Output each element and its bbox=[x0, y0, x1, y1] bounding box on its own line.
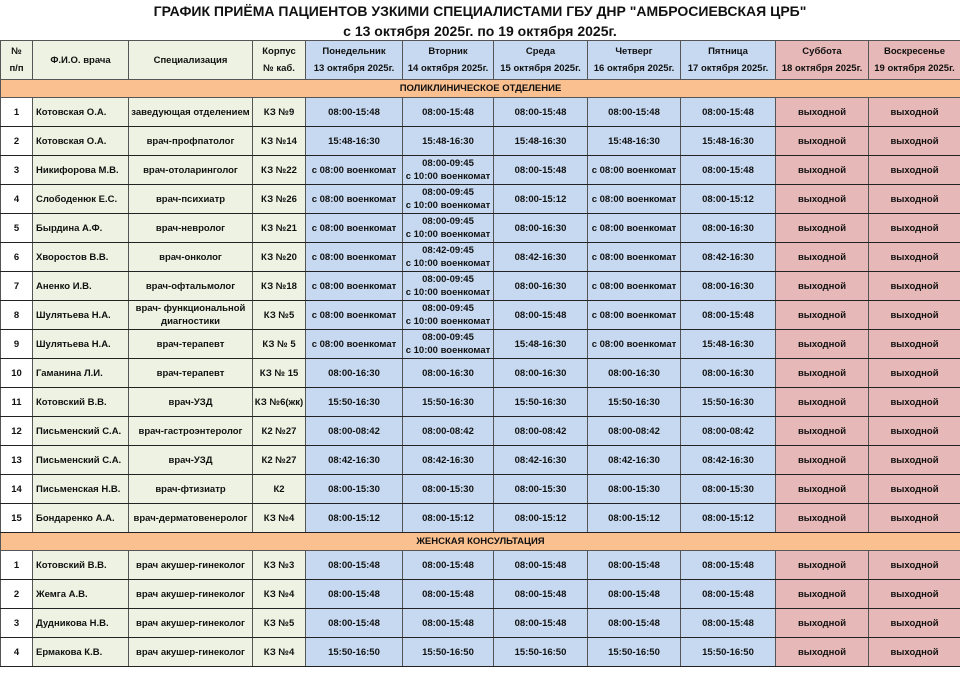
cell-wednesday: 08:00-15:30 bbox=[494, 475, 588, 504]
cell-specialization: врач-психиатр bbox=[129, 185, 253, 214]
cell-saturday: выходной bbox=[776, 214, 869, 243]
schedule-body bbox=[1, 80, 960, 667]
cell-thursday: с 08:00 военкомат bbox=[588, 330, 681, 359]
cell-number: 7 bbox=[1, 272, 33, 301]
header-room: Корпус № каб. bbox=[253, 41, 306, 80]
cell-wednesday: 08:00-08:42 bbox=[494, 417, 588, 446]
table-row bbox=[1, 475, 960, 504]
cell-saturday: выходной bbox=[776, 127, 869, 156]
cell-thursday: 08:42-16:30 bbox=[588, 446, 681, 475]
cell-doctor-name: Письменский С.А. bbox=[33, 446, 129, 475]
cell-number: 4 bbox=[1, 638, 33, 667]
cell-specialization: врач акушер-гинеколог bbox=[129, 551, 253, 580]
cell-sunday: выходной bbox=[869, 98, 960, 127]
cell-monday: с 08:00 военкомат bbox=[306, 243, 403, 272]
cell-friday: 08:00-15:48 bbox=[681, 156, 776, 185]
cell-monday: с 08:00 военкомат bbox=[306, 272, 403, 301]
cell-doctor-name: Котовский В.В. bbox=[33, 551, 129, 580]
cell-saturday: выходной bbox=[776, 580, 869, 609]
cell-saturday: выходной bbox=[776, 388, 869, 417]
cell-wednesday: 08:00-15:48 bbox=[494, 98, 588, 127]
cell-wednesday: 08:00-15:12 bbox=[494, 504, 588, 533]
cell-friday: 08:42-16:30 bbox=[681, 446, 776, 475]
cell-sunday: выходной bbox=[869, 127, 960, 156]
cell-wednesday: 15:50-16:50 bbox=[494, 638, 588, 667]
cell-sunday: выходной bbox=[869, 185, 960, 214]
cell-doctor-name: Слободенюк Е.С. bbox=[33, 185, 129, 214]
cell-thursday: 08:00-15:48 bbox=[588, 98, 681, 127]
cell-sunday: выходной bbox=[869, 638, 960, 667]
header-tuesday: Вторник 14 октября 2025г. bbox=[403, 41, 494, 80]
cell-number: 2 bbox=[1, 580, 33, 609]
cell-thursday: 08:00-15:12 bbox=[588, 504, 681, 533]
cell-specialization: врач-УЗД bbox=[129, 388, 253, 417]
cell-thursday: 08:00-15:48 bbox=[588, 580, 681, 609]
cell-tuesday: 08:00-16:30 bbox=[403, 359, 494, 388]
table-row bbox=[1, 580, 960, 609]
cell-friday: 08:00-15:30 bbox=[681, 475, 776, 504]
cell-friday: 08:00-08:42 bbox=[681, 417, 776, 446]
cell-thursday: 08:00-15:30 bbox=[588, 475, 681, 504]
cell-room: КЗ №18 bbox=[253, 272, 306, 301]
table-row bbox=[1, 156, 960, 185]
cell-thursday: 08:00-16:30 bbox=[588, 359, 681, 388]
section-header bbox=[1, 533, 960, 551]
cell-number: 15 bbox=[1, 504, 33, 533]
cell-room: КЗ №9 bbox=[253, 98, 306, 127]
cell-room: КЗ №21 bbox=[253, 214, 306, 243]
cell-tuesday: 08:00-15:48 bbox=[403, 98, 494, 127]
cell-monday: 08:00-15:48 bbox=[306, 98, 403, 127]
cell-friday: 08:00-15:12 bbox=[681, 185, 776, 214]
cell-tuesday: 08:00-09:45 с 10:00 военкомат bbox=[403, 214, 494, 243]
cell-sunday: выходной bbox=[869, 551, 960, 580]
cell-number: 4 bbox=[1, 185, 33, 214]
cell-monday: с 08:00 военкомат bbox=[306, 330, 403, 359]
cell-friday: 08:00-15:12 bbox=[681, 504, 776, 533]
cell-room: К2 №27 bbox=[253, 446, 306, 475]
cell-tuesday: 08:00-15:48 bbox=[403, 580, 494, 609]
cell-specialization: заведующая отделением bbox=[129, 98, 253, 127]
cell-tuesday: 08:00-08:42 bbox=[403, 417, 494, 446]
cell-tuesday: 08:00-09:45 с 10:00 военкомат bbox=[403, 330, 494, 359]
header-saturday: Суббота 18 октября 2025г. bbox=[776, 41, 869, 80]
section-title: ЖЕНСКАЯ КОНСУЛЬТАЦИЯ bbox=[1, 533, 960, 551]
cell-room: КЗ № 5 bbox=[253, 330, 306, 359]
cell-doctor-name: Бондаренко А.А. bbox=[33, 504, 129, 533]
header-thursday: Четверг 16 октября 2025г. bbox=[588, 41, 681, 80]
cell-tuesday: 08:42-16:30 bbox=[403, 446, 494, 475]
cell-wednesday: 08:00-15:12 bbox=[494, 185, 588, 214]
header-doctor-name: Ф.И.О. врача bbox=[33, 41, 129, 80]
cell-wednesday: 08:00-15:48 bbox=[494, 609, 588, 638]
cell-sunday: выходной bbox=[869, 388, 960, 417]
cell-tuesday: 08:00-15:12 bbox=[403, 504, 494, 533]
cell-tuesday: 15:50-16:50 bbox=[403, 638, 494, 667]
cell-doctor-name: Письменский С.А. bbox=[33, 417, 129, 446]
cell-tuesday: 08:42-09:45 с 10:00 военкомат bbox=[403, 243, 494, 272]
table-row bbox=[1, 359, 960, 388]
cell-room: КЗ №3 bbox=[253, 551, 306, 580]
cell-saturday: выходной bbox=[776, 417, 869, 446]
cell-specialization: врач акушер-гинеколог bbox=[129, 580, 253, 609]
cell-number: 5 bbox=[1, 214, 33, 243]
cell-wednesday: 08:00-16:30 bbox=[494, 272, 588, 301]
cell-number: 13 bbox=[1, 446, 33, 475]
table-row bbox=[1, 551, 960, 580]
cell-monday: 08:00-15:48 bbox=[306, 609, 403, 638]
section-title: ПОЛИКЛИНИЧЕСКОЕ ОТДЕЛЕНИЕ bbox=[1, 80, 960, 98]
cell-thursday: 08:00-15:48 bbox=[588, 609, 681, 638]
header-friday: Пятница 17 октября 2025г. bbox=[681, 41, 776, 80]
cell-tuesday: 08:00-09:45 с 10:00 военкомат bbox=[403, 272, 494, 301]
cell-specialization: врач-профпатолог bbox=[129, 127, 253, 156]
cell-specialization: врач- функциональной диагностики bbox=[129, 301, 253, 330]
cell-doctor-name: Ермакова К.В. bbox=[33, 638, 129, 667]
cell-wednesday: 15:48-16:30 bbox=[494, 127, 588, 156]
cell-doctor-name: Жемга А.В. bbox=[33, 580, 129, 609]
cell-thursday: с 08:00 военкомат bbox=[588, 301, 681, 330]
cell-specialization: врач-отоларинголог bbox=[129, 156, 253, 185]
cell-room: КЗ №22 bbox=[253, 156, 306, 185]
cell-thursday: с 08:00 военкомат bbox=[588, 214, 681, 243]
cell-sunday: выходной bbox=[869, 446, 960, 475]
cell-doctor-name: Дудникова Н.В. bbox=[33, 609, 129, 638]
cell-number: 9 bbox=[1, 330, 33, 359]
table-row bbox=[1, 609, 960, 638]
cell-saturday: выходной bbox=[776, 243, 869, 272]
cell-wednesday: 08:00-15:48 bbox=[494, 301, 588, 330]
cell-doctor-name: Котовская О.А. bbox=[33, 127, 129, 156]
table-row bbox=[1, 417, 960, 446]
cell-tuesday: 15:50-16:30 bbox=[403, 388, 494, 417]
cell-sunday: выходной bbox=[869, 504, 960, 533]
cell-saturday: выходной bbox=[776, 330, 869, 359]
section-header bbox=[1, 80, 960, 98]
cell-number: 3 bbox=[1, 609, 33, 638]
cell-doctor-name: Котовский В.В. bbox=[33, 388, 129, 417]
cell-friday: 15:48-16:30 bbox=[681, 127, 776, 156]
cell-room: КЗ №20 bbox=[253, 243, 306, 272]
cell-room: КЗ №4 bbox=[253, 504, 306, 533]
cell-specialization: врач-офтальмолог bbox=[129, 272, 253, 301]
cell-tuesday: 08:00-15:48 bbox=[403, 551, 494, 580]
cell-monday: с 08:00 военкомат bbox=[306, 185, 403, 214]
cell-room: КЗ № 15 bbox=[253, 359, 306, 388]
cell-specialization: врач-терапевт bbox=[129, 359, 253, 388]
cell-sunday: выходной bbox=[869, 156, 960, 185]
cell-thursday: с 08:00 военкомат bbox=[588, 243, 681, 272]
cell-thursday: с 08:00 военкомат bbox=[588, 185, 681, 214]
cell-friday: 08:00-16:30 bbox=[681, 214, 776, 243]
cell-doctor-name: Хворостов В.В. bbox=[33, 243, 129, 272]
table-row bbox=[1, 214, 960, 243]
cell-saturday: выходной bbox=[776, 98, 869, 127]
cell-wednesday: 15:48-16:30 bbox=[494, 330, 588, 359]
cell-specialization: врач акушер-гинеколог bbox=[129, 638, 253, 667]
cell-number: 1 bbox=[1, 551, 33, 580]
cell-wednesday: 08:00-15:48 bbox=[494, 156, 588, 185]
cell-thursday: с 08:00 военкомат bbox=[588, 272, 681, 301]
cell-friday: 15:50-16:50 bbox=[681, 638, 776, 667]
cell-number: 10 bbox=[1, 359, 33, 388]
cell-thursday: 08:00-08:42 bbox=[588, 417, 681, 446]
cell-sunday: выходной bbox=[869, 609, 960, 638]
cell-sunday: выходной bbox=[869, 301, 960, 330]
table-row bbox=[1, 301, 960, 330]
cell-specialization: врач-онколог bbox=[129, 243, 253, 272]
table-row bbox=[1, 185, 960, 214]
cell-saturday: выходной bbox=[776, 551, 869, 580]
cell-number: 3 bbox=[1, 156, 33, 185]
cell-monday: с 08:00 военкомат bbox=[306, 156, 403, 185]
cell-room: К2 №27 bbox=[253, 417, 306, 446]
cell-monday: 08:00-15:48 bbox=[306, 551, 403, 580]
cell-friday: 08:42-16:30 bbox=[681, 243, 776, 272]
cell-sunday: выходной bbox=[869, 359, 960, 388]
cell-room: КЗ №5 bbox=[253, 609, 306, 638]
cell-tuesday: 08:00-15:30 bbox=[403, 475, 494, 504]
cell-friday: 15:50-16:30 bbox=[681, 388, 776, 417]
cell-wednesday: 08:42-16:30 bbox=[494, 446, 588, 475]
cell-room: КЗ №5 bbox=[253, 301, 306, 330]
cell-specialization: врач-дерматовенеролог bbox=[129, 504, 253, 533]
table-row bbox=[1, 272, 960, 301]
cell-friday: 08:00-15:48 bbox=[681, 98, 776, 127]
cell-monday: 08:00-16:30 bbox=[306, 359, 403, 388]
header-monday: Понедельник 13 октября 2025г. bbox=[306, 41, 403, 80]
cell-room: КЗ №26 bbox=[253, 185, 306, 214]
header-wednesday: Среда 15 октября 2025г. bbox=[494, 41, 588, 80]
cell-sunday: выходной bbox=[869, 214, 960, 243]
cell-wednesday: 08:00-16:30 bbox=[494, 359, 588, 388]
cell-number: 6 bbox=[1, 243, 33, 272]
cell-monday: 15:48-16:30 bbox=[306, 127, 403, 156]
cell-number: 2 bbox=[1, 127, 33, 156]
cell-number: 14 bbox=[1, 475, 33, 504]
cell-saturday: выходной bbox=[776, 504, 869, 533]
cell-number: 1 bbox=[1, 98, 33, 127]
header-sunday: Воскресенье 19 октября 2025г. bbox=[869, 41, 960, 80]
cell-specialization: врач акушер-гинеколог bbox=[129, 609, 253, 638]
cell-number: 8 bbox=[1, 301, 33, 330]
cell-thursday: 08:00-15:48 bbox=[588, 551, 681, 580]
cell-friday: 15:48-16:30 bbox=[681, 330, 776, 359]
schedule-table bbox=[0, 40, 960, 667]
cell-number: 11 bbox=[1, 388, 33, 417]
cell-monday: 08:42-16:30 bbox=[306, 446, 403, 475]
table-row bbox=[1, 330, 960, 359]
table-row bbox=[1, 127, 960, 156]
cell-wednesday: 08:00-15:48 bbox=[494, 551, 588, 580]
cell-friday: 08:00-15:48 bbox=[681, 609, 776, 638]
cell-tuesday: 08:00-15:48 bbox=[403, 609, 494, 638]
cell-monday: 08:00-08:42 bbox=[306, 417, 403, 446]
cell-doctor-name: Бырдина А.Ф. bbox=[33, 214, 129, 243]
cell-monday: 08:00-15:30 bbox=[306, 475, 403, 504]
header-row bbox=[1, 41, 960, 80]
cell-doctor-name: Никифорова М.В. bbox=[33, 156, 129, 185]
cell-monday: 08:00-15:12 bbox=[306, 504, 403, 533]
cell-specialization: врач-терапевт bbox=[129, 330, 253, 359]
cell-specialization: врач-УЗД bbox=[129, 446, 253, 475]
cell-doctor-name: Шулятьева Н.А. bbox=[33, 301, 129, 330]
cell-number: 12 bbox=[1, 417, 33, 446]
cell-room: КЗ №14 bbox=[253, 127, 306, 156]
cell-saturday: выходной bbox=[776, 638, 869, 667]
cell-doctor-name: Аненко И.В. bbox=[33, 272, 129, 301]
table-row bbox=[1, 388, 960, 417]
cell-wednesday: 15:50-16:30 bbox=[494, 388, 588, 417]
cell-friday: 08:00-15:48 bbox=[681, 580, 776, 609]
cell-room: КЗ №4 bbox=[253, 638, 306, 667]
cell-room: К2 bbox=[253, 475, 306, 504]
cell-specialization: врач-невролог bbox=[129, 214, 253, 243]
table-row bbox=[1, 243, 960, 272]
cell-specialization: врач-фтизиатр bbox=[129, 475, 253, 504]
cell-sunday: выходной bbox=[869, 580, 960, 609]
cell-doctor-name: Котовская О.А. bbox=[33, 98, 129, 127]
cell-saturday: выходной bbox=[776, 359, 869, 388]
cell-monday: 08:00-15:48 bbox=[306, 580, 403, 609]
cell-monday: 15:50-16:30 bbox=[306, 388, 403, 417]
cell-monday: с 08:00 военкомат bbox=[306, 214, 403, 243]
table-row bbox=[1, 446, 960, 475]
cell-room: КЗ №6(жк) bbox=[253, 388, 306, 417]
cell-saturday: выходной bbox=[776, 609, 869, 638]
cell-thursday: с 08:00 военкомат bbox=[588, 156, 681, 185]
cell-wednesday: 08:00-15:48 bbox=[494, 580, 588, 609]
cell-specialization: врач-гастроэнтеролог bbox=[129, 417, 253, 446]
cell-friday: 08:00-16:30 bbox=[681, 359, 776, 388]
cell-sunday: выходной bbox=[869, 330, 960, 359]
date-range: с 13 октября 2025г. по 19 октября 2025г. bbox=[343, 23, 617, 39]
cell-saturday: выходной bbox=[776, 301, 869, 330]
cell-thursday: 15:50-16:50 bbox=[588, 638, 681, 667]
cell-wednesday: 08:00-16:30 bbox=[494, 214, 588, 243]
cell-sunday: выходной bbox=[869, 243, 960, 272]
cell-tuesday: 08:00-09:45 с 10:00 военкомат bbox=[403, 301, 494, 330]
cell-tuesday: 15:48-16:30 bbox=[403, 127, 494, 156]
table-row bbox=[1, 504, 960, 533]
cell-wednesday: 08:42-16:30 bbox=[494, 243, 588, 272]
table-row bbox=[1, 638, 960, 667]
cell-sunday: выходной bbox=[869, 417, 960, 446]
header-specialization: Специализация bbox=[129, 41, 253, 80]
cell-saturday: выходной bbox=[776, 272, 869, 301]
cell-tuesday: 08:00-09:45 с 10:00 военкомат bbox=[403, 156, 494, 185]
cell-monday: 15:50-16:50 bbox=[306, 638, 403, 667]
cell-sunday: выходной bbox=[869, 475, 960, 504]
cell-room: КЗ №4 bbox=[253, 580, 306, 609]
cell-saturday: выходной bbox=[776, 475, 869, 504]
cell-friday: 08:00-15:48 bbox=[681, 301, 776, 330]
cell-friday: 08:00-15:48 bbox=[681, 551, 776, 580]
cell-saturday: выходной bbox=[776, 185, 869, 214]
cell-doctor-name: Шулятьева Н.А. bbox=[33, 330, 129, 359]
cell-tuesday: 08:00-09:45 с 10:00 военкомат bbox=[403, 185, 494, 214]
cell-doctor-name: Письменская Н.В. bbox=[33, 475, 129, 504]
page-title: ГРАФИК ПРИЁМА ПАЦИЕНТОВ УЗКИМИ СПЕЦИАЛИСТАМИ ГБУ ДНР "АМБРОСИЕВСКАЯ ЦРБ" bbox=[153, 3, 807, 19]
cell-thursday: 15:50-16:30 bbox=[588, 388, 681, 417]
table-row bbox=[1, 98, 960, 127]
cell-thursday: 15:48-16:30 bbox=[588, 127, 681, 156]
cell-saturday: выходной bbox=[776, 156, 869, 185]
cell-doctor-name: Гаманина Л.И. bbox=[33, 359, 129, 388]
cell-monday: с 08:00 военкомат bbox=[306, 301, 403, 330]
cell-friday: 08:00-16:30 bbox=[681, 272, 776, 301]
cell-sunday: выходной bbox=[869, 272, 960, 301]
header-number: № п/п bbox=[1, 41, 33, 80]
cell-saturday: выходной bbox=[776, 446, 869, 475]
